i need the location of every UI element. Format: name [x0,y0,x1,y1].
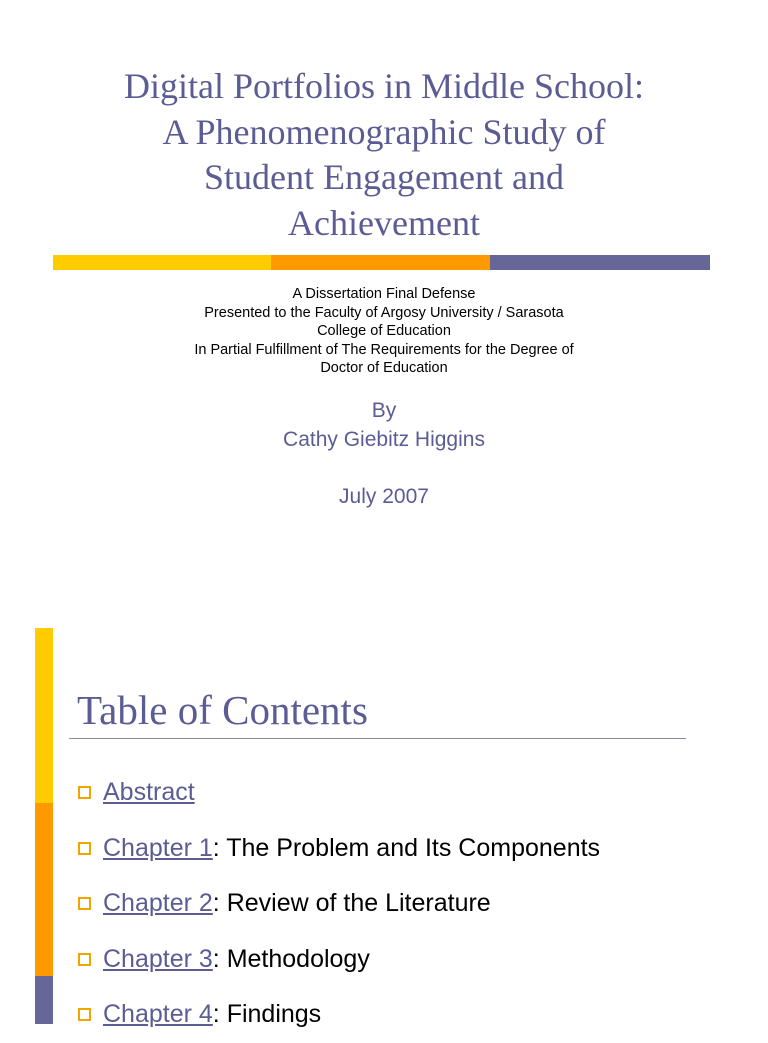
chapter-4-link[interactable]: Chapter 4 [103,1000,213,1029]
hollow-square-bullet-icon [78,953,91,966]
accent-stripe-orange [271,255,490,270]
by-label: By [371,399,397,422]
toc-item-chapter-2 [78,876,600,932]
hollow-square-bullet-icon [78,897,91,910]
toc-title: Table of Contents [77,687,368,733]
hollow-square-bullet-icon [78,786,91,799]
toc-list [78,765,600,1043]
title-line: Student Engagement and [204,157,564,197]
subtitle-line: Presented to the Faculty of Argosy University / Sarasota [204,304,564,321]
subtitle-line: In Partial Fulfillment of The Requirements for the Degree of [194,341,574,358]
slide-title [40,64,728,246]
toc-item-abstract [78,765,600,821]
subtitle-line: A Dissertation Final Defense [292,286,476,302]
sidebar-accent-orange [35,803,53,976]
toc-item-description: : Methodology [212,944,370,973]
title-line: Digital Portfolios in Middle School: [124,66,644,106]
title-line: Achievement [288,202,480,243]
abstract-link[interactable]: Abstract [103,778,195,807]
toc-item-chapter-1 [78,821,600,877]
author-block [40,397,728,512]
dissertation-subtitle [40,285,728,378]
presentation-date: July 2007 [339,485,429,508]
toc-item-chapter-4 [78,987,600,1043]
title-line: A Phenomenographic Study of [162,111,606,152]
subtitle-line: College of Education [317,323,451,340]
toc-item-description: : Findings [212,1000,322,1029]
hollow-square-bullet-icon [78,842,91,855]
sidebar-accent-yellow [35,628,53,803]
chapter-3-link[interactable]: Chapter 3 [103,944,213,973]
chapter-2-link[interactable]: Chapter 2 [103,889,213,918]
sidebar-accent-purple [35,976,53,1024]
toc-item-description: : The Problem and Its Components [212,833,601,862]
hollow-square-bullet-icon [78,1008,91,1021]
accent-stripe-yellow [53,255,271,270]
subtitle-line: Doctor of Education [320,360,448,377]
accent-stripe-purple [490,255,710,270]
author-name: Cathy Giebitz Higgins [283,427,485,451]
chapter-1-link[interactable]: Chapter 1 [103,833,213,862]
title-divider [69,738,686,739]
toc-item-chapter-3 [78,932,600,988]
toc-item-description: : Review of the Literature [212,889,491,918]
